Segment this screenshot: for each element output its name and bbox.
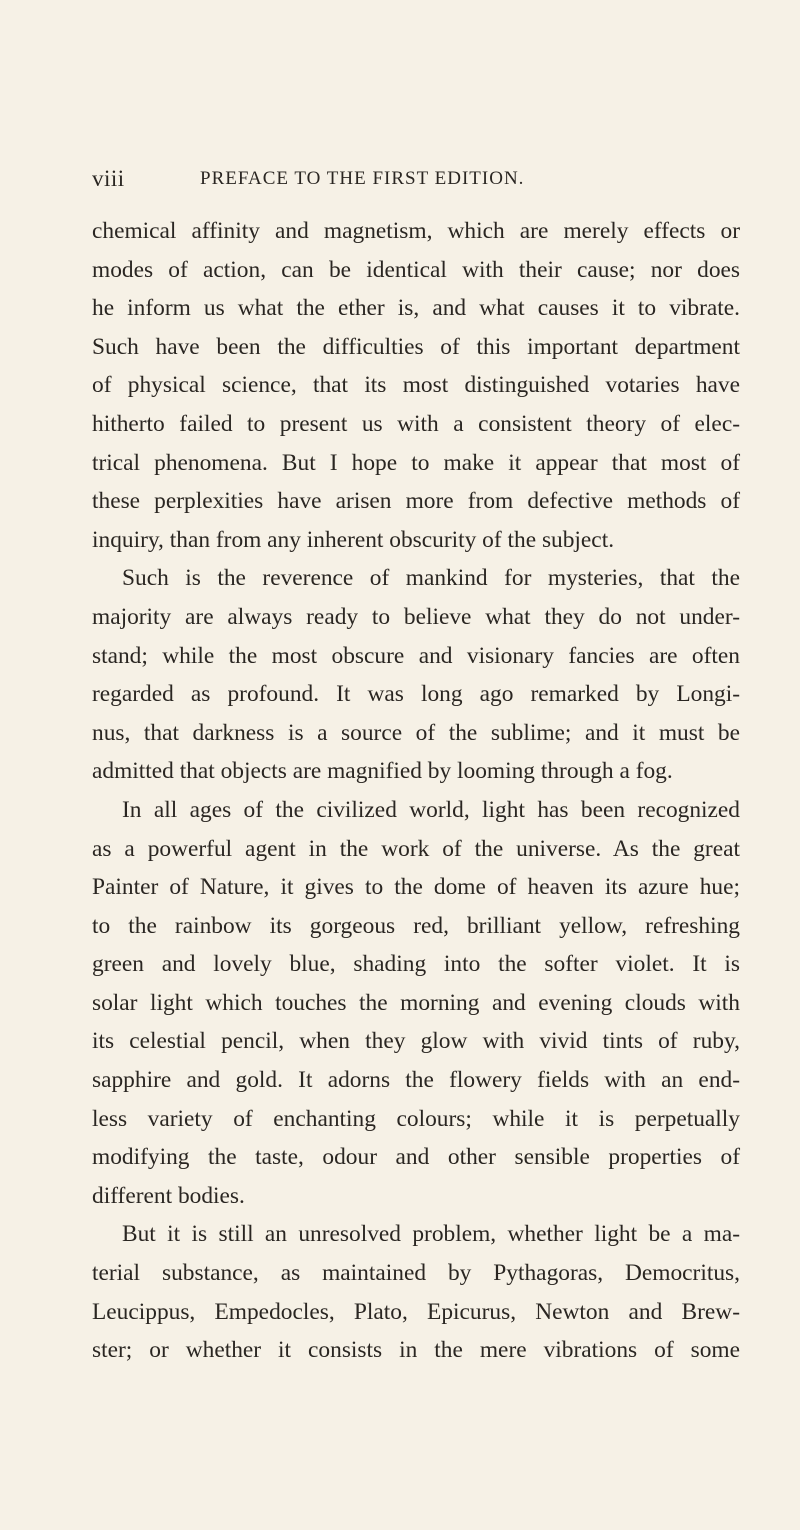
text-line: he inform us what the ether is, and what causes it to vibrate. — [92, 295, 740, 322]
text-line: its celestial pencil, when they glow with vivid tints of ruby, — [92, 1028, 740, 1055]
text-line: ster; or whether it consists in the mere vibrations of some — [92, 1337, 740, 1364]
text-line: to the rainbow its gorgeous red, brilliant yellow, refreshing — [92, 912, 740, 939]
text-line: In all ages of the civilized world, light has been recognized — [122, 796, 740, 823]
page-number: viii — [92, 166, 125, 191]
text-line: Painter of Nature, it gives to the dome of heaven its azure hue; — [92, 874, 740, 901]
text-line: modifying the taste, odour and other sensible properties of — [92, 1144, 740, 1171]
running-head — [92, 166, 732, 192]
running-head-title: PREFACE TO THE FIRST EDITION. — [200, 168, 525, 189]
text-line: green and lovely blue, shading into the softer violet. It is — [92, 951, 740, 978]
text-line: Leucippus, Empedocles, Plato, Epicurus, Newton and Brew- — [92, 1298, 740, 1325]
text-line: chemical affinity and magnetism, which are merely effects or — [92, 218, 740, 244]
body-text — [92, 212, 740, 1370]
text-line: stand; while the most obscure and visionary fancies are often — [92, 642, 740, 669]
text-line: less variety of enchanting colours; while it is perpetually — [92, 1105, 740, 1132]
text-line: solar light which touches the morning and evening clouds with — [92, 989, 740, 1016]
text-line: hitherto failed to present us with a consistent theory of elec- — [92, 410, 740, 437]
text-line: regarded as profound. It was long ago remarked by Longi- — [92, 681, 740, 708]
text-line: inquiry, than from any inherent obscurity of the subject. — [92, 526, 615, 553]
text-line: as a powerful agent in the work of the universe. As the great — [92, 835, 740, 862]
text-line: these perplexities have arisen more from defective methods of — [92, 488, 740, 515]
text-line: nus, that darkness is a source of the sublime; and it must be — [92, 719, 740, 746]
text-line: majority are always ready to believe what they do not under- — [92, 603, 740, 630]
text-line: sapphire and gold. It adorns the flowery fields with an end- — [92, 1067, 740, 1094]
text-line: terial substance, as maintained by Pythagoras, Democritus, — [92, 1260, 740, 1287]
text-line: But it is still an unresolved problem, whether light be a ma- — [122, 1221, 740, 1248]
text-line: different bodies. — [92, 1182, 245, 1209]
text-line: trical phenomena. But I hope to make it appear that most of — [92, 449, 740, 476]
text-line: modes of action, can be identical with their cause; nor does — [92, 256, 740, 283]
text-line: Such have been the difficulties of this important department — [92, 333, 740, 360]
text-line: admitted that objects are magnified by looming through a fog. — [92, 758, 673, 785]
text-line: of physical science, that its most distinguished votaries have — [92, 372, 740, 399]
text-line: Such is the reverence of mankind for mysteries, that the — [122, 565, 740, 592]
